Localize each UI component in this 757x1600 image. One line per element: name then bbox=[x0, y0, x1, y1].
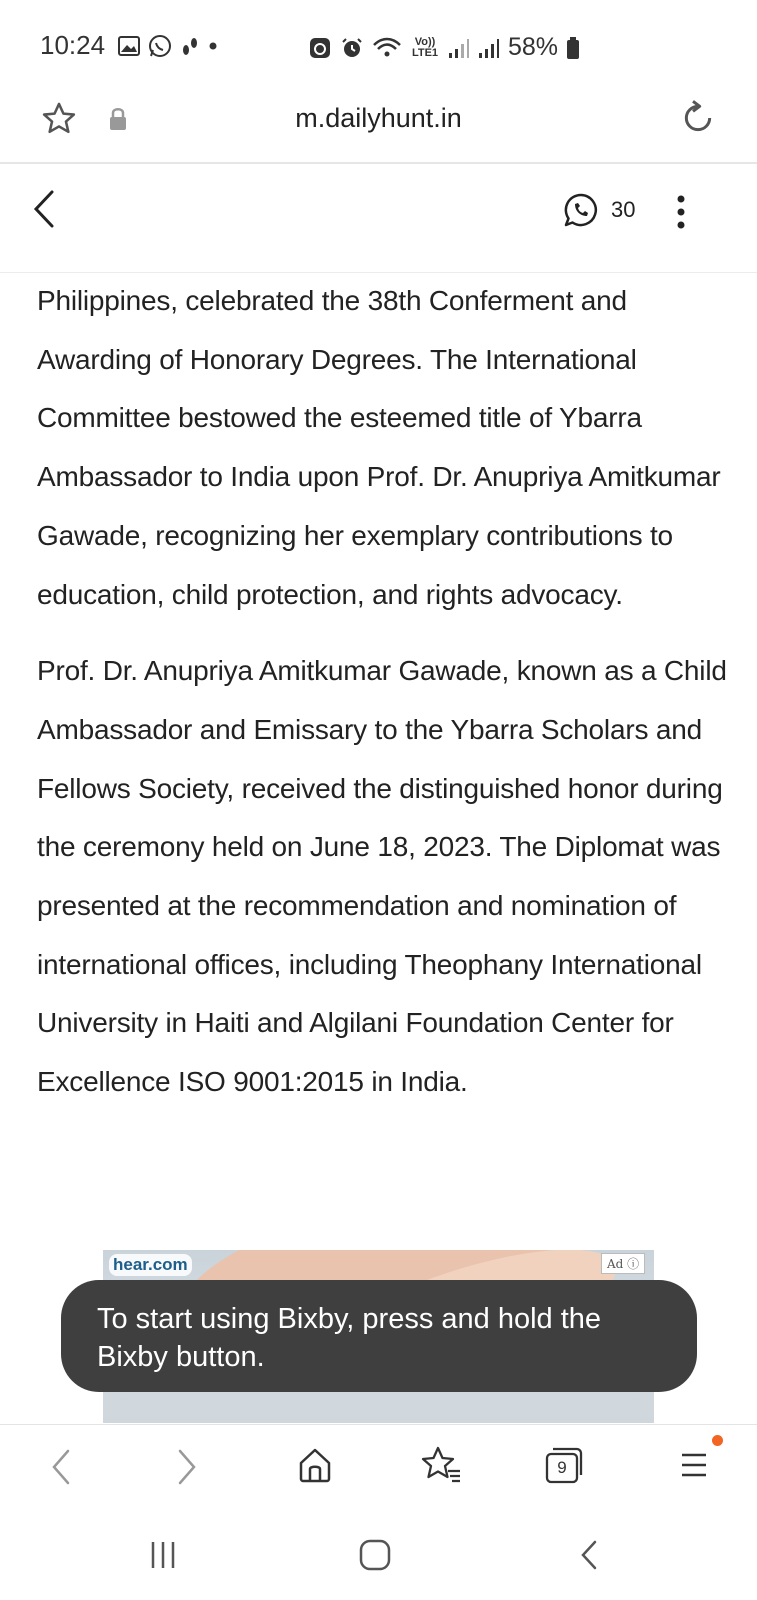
browser-back-icon[interactable] bbox=[46, 1445, 76, 1489]
ad-choices-badge[interactable]: Ad ⓘ bbox=[601, 1253, 645, 1274]
recent-apps-icon[interactable] bbox=[148, 1540, 178, 1570]
tab-count: 9 bbox=[557, 1458, 567, 1477]
alarm-icon bbox=[340, 36, 364, 60]
ad-logo: hear.com bbox=[109, 1254, 192, 1276]
whatsapp-icon bbox=[563, 192, 599, 228]
whatsapp-share-button[interactable] bbox=[563, 192, 635, 228]
system-home-icon[interactable] bbox=[358, 1538, 392, 1572]
article-body bbox=[37, 272, 737, 1130]
back-arrow-icon[interactable] bbox=[30, 188, 60, 230]
article-paragraph: Philippines, celebrated the 38th Conferment and Awarding of Honorary Degrees. The International Committee bestowed the esteemed title of Ybarra Ambassador to India upon Prof. Dr. Anupriya Amitkumar Gawade, recognizing her exemplary contributions to education, child protection, and rights advocacy. bbox=[37, 285, 721, 610]
menu-icon[interactable] bbox=[678, 1445, 710, 1485]
lock-icon[interactable] bbox=[108, 106, 128, 132]
tabs-button[interactable] bbox=[544, 1445, 584, 1485]
gallery-icon bbox=[118, 36, 140, 56]
bixby-toast bbox=[61, 1280, 697, 1392]
system-navigation-bar bbox=[0, 1514, 757, 1600]
signal-icon-1 bbox=[448, 37, 470, 59]
bookmarks-icon[interactable] bbox=[420, 1445, 462, 1485]
battery-percent: 58% bbox=[508, 33, 559, 61]
reload-icon[interactable] bbox=[678, 98, 718, 138]
wifi-icon bbox=[372, 37, 402, 59]
more-notifications-dot-icon bbox=[208, 41, 218, 51]
system-back-icon[interactable] bbox=[578, 1538, 600, 1572]
battery-icon bbox=[566, 36, 580, 60]
bookmark-star-icon[interactable] bbox=[40, 100, 78, 138]
data-saver-icon bbox=[308, 36, 332, 60]
share-count: 30 bbox=[611, 197, 636, 222]
url-text[interactable]: m.dailyhunt.in bbox=[295, 103, 462, 133]
signal-icon-2 bbox=[478, 37, 500, 59]
steps-icon bbox=[180, 34, 200, 58]
browser-forward-icon[interactable] bbox=[172, 1445, 202, 1489]
network-type-label: Vo)) LTE1 bbox=[411, 35, 439, 59]
article-paragraph: Prof. Dr. Anupriya Amitkumar Gawade, known as a Child Ambassador and Emissary to the Ybarra Scholars and Fellows Society, received the distinguished honor during the ceremony held on June 18, 2023. The Diplomat was presented at the recommendation and nomination of international offices, including Theophany International University in Haiti and Algilani Foundation Center for Excellence ISO 9001:2015 in India. bbox=[37, 655, 727, 1098]
whatsapp-notification-icon bbox=[148, 34, 172, 58]
url-bar bbox=[0, 92, 757, 164]
menu-notification-dot bbox=[712, 1435, 723, 1446]
more-options-icon[interactable] bbox=[675, 194, 687, 230]
status-time: 10:24 bbox=[40, 30, 106, 60]
page-header bbox=[0, 164, 757, 273]
home-icon[interactable] bbox=[296, 1445, 334, 1485]
browser-toolbar bbox=[0, 1424, 757, 1515]
toast-message: To start using Bixby, press and hold the Bixby button. bbox=[97, 1303, 602, 1373]
status-bar bbox=[0, 0, 757, 92]
